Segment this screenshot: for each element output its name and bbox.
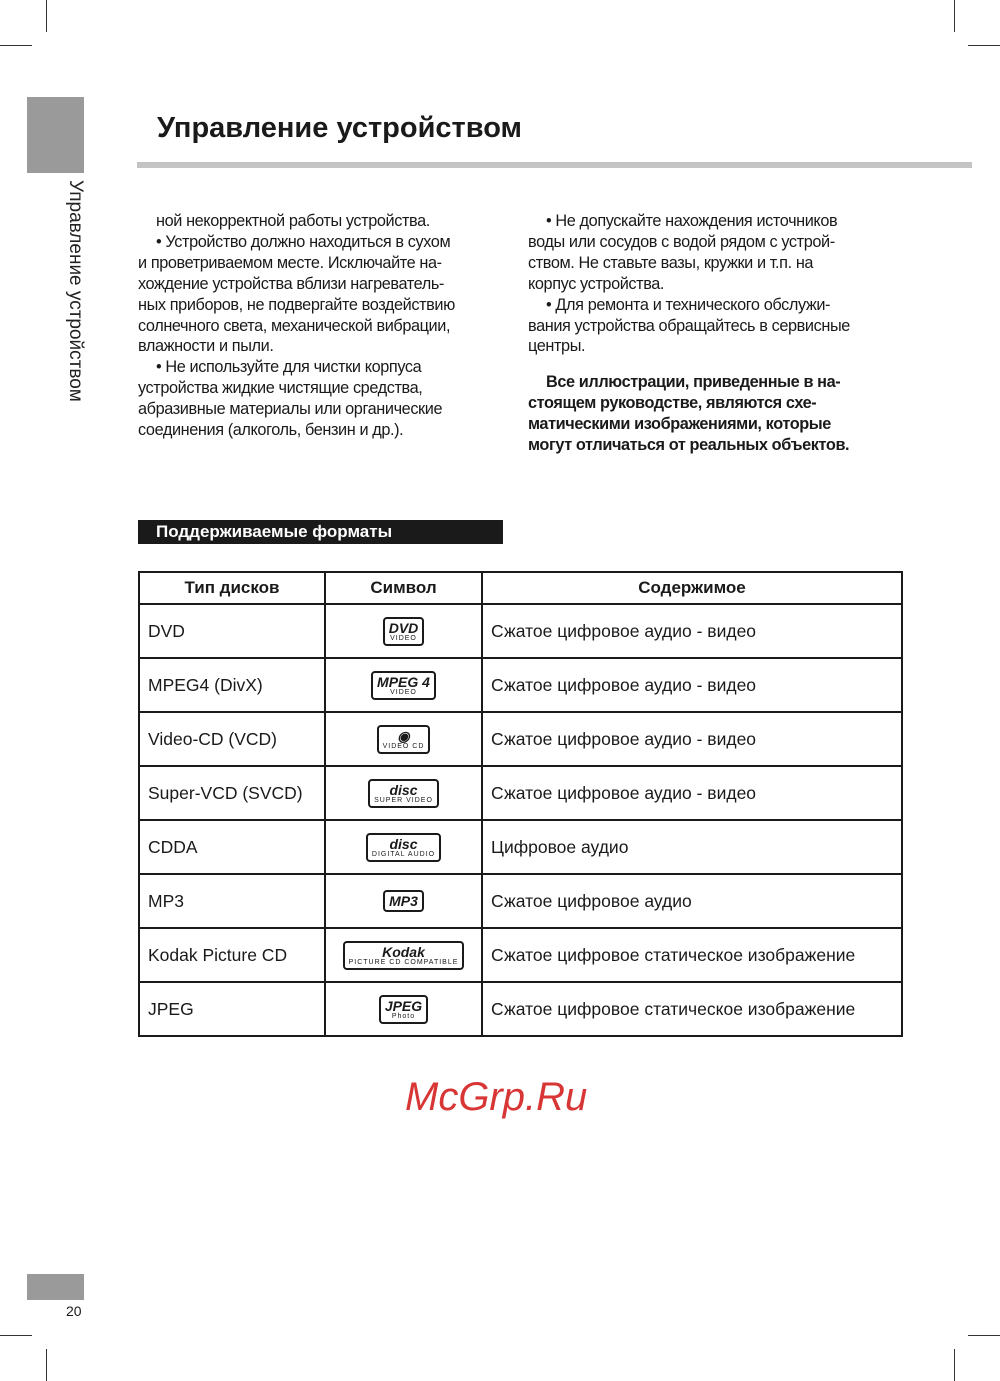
title-rule [137, 162, 972, 168]
logo-text: MP3 [389, 893, 418, 909]
logo-subtext: VIDEO [390, 634, 417, 642]
crop-mark [968, 45, 1000, 46]
logo-text: disc [389, 835, 418, 852]
table-row [139, 658, 902, 712]
header-disc-type: Тип дисков [139, 572, 325, 604]
section-title: Поддерживаемые форматы [138, 520, 503, 544]
symbol-cell [325, 820, 482, 874]
table-row [139, 766, 902, 820]
logo-subtext: SUPER VIDEO [374, 796, 433, 804]
notice-line: стоящем руководстве, являются схе- [528, 393, 817, 412]
text-line: и проветриваемом месте. Исключайте на- [138, 253, 442, 272]
watermark: McGrp.Ru [405, 1075, 588, 1119]
content-type: Сжатое цифровое аудио - видео [482, 658, 902, 712]
notice-line: Все иллюстрации, приведенные в на- [546, 373, 841, 391]
text-line: центры. [528, 337, 586, 356]
disc-type: MPEG4 (DivX) [139, 658, 325, 712]
disc-type: MP3 [139, 874, 325, 928]
logo-subtext: Photo [391, 1012, 416, 1020]
text-line: вания устройства обращайтесь в сервисные [528, 316, 850, 335]
notice-line: могут отличаться от реальных объектов. [528, 435, 850, 454]
chapter-tab [27, 97, 84, 173]
notice-line: матическими изображениями, которые [528, 414, 831, 433]
text-line: устройства жидкие чистящие средства, [138, 379, 423, 398]
format-logo-icon [379, 995, 428, 1024]
format-logo-icon [383, 617, 425, 646]
disc-type: Super-VCD (SVCD) [139, 766, 325, 820]
table-row [139, 712, 902, 766]
symbol-cell [325, 928, 482, 982]
content-type: Сжатое цифровое статическое изображение [482, 928, 902, 982]
format-logo-icon [366, 833, 441, 862]
page-number-tab [27, 1274, 84, 1300]
text-line: корпус устройства. [528, 274, 665, 293]
text-line: солнечного света, механической вибрации, [138, 316, 451, 335]
format-logo-icon [371, 671, 436, 700]
crop-mark [954, 1349, 955, 1381]
side-chapter-title: Управление устройством [65, 180, 86, 402]
content-type: Сжатое цифровое аудио - видео [482, 766, 902, 820]
logo-text: ◉ [397, 727, 410, 744]
table-row [139, 928, 902, 982]
logo-text: JPEG [384, 997, 423, 1014]
table-header-row [139, 572, 902, 604]
disc-type: Kodak Picture CD [139, 928, 325, 982]
text-line: воды или сосудов с водой рядом с устрой- [528, 232, 835, 251]
format-logo-icon [368, 779, 439, 808]
text-line: соединения (алкоголь, бензин и др.). [138, 421, 404, 440]
logo-subtext: DIGITAL AUDIO [371, 850, 436, 858]
text-line: абразивные материалы или органические [138, 400, 443, 419]
disc-type: JPEG [139, 982, 325, 1036]
table-row [139, 604, 902, 658]
disc-type: Video-CD (VCD) [139, 712, 325, 766]
crop-mark [0, 45, 32, 46]
symbol-cell [325, 874, 482, 928]
page-number: 20 [66, 1303, 82, 1319]
logo-text: DVD [388, 619, 419, 636]
content-type: Сжатое цифровое аудио - видео [482, 604, 902, 658]
format-logo-icon [343, 941, 465, 970]
right-column [528, 211, 850, 357]
page-title: Управление устройством [157, 112, 522, 144]
text-line: • Устройство должно находиться в сухом [156, 232, 451, 251]
table-row [139, 982, 902, 1036]
text-line: • Не допускайте нахождения источников [546, 212, 838, 230]
logo-text: disc [389, 781, 418, 798]
crop-mark [46, 1349, 47, 1381]
content-type: Сжатое цифровое аудио [482, 874, 902, 928]
content-type: Сжатое цифровое статическое изображение [482, 982, 902, 1036]
crop-mark [954, 0, 955, 32]
text-line: • Для ремонта и технического обслужи- [546, 295, 831, 314]
formats-table [138, 571, 903, 1037]
symbol-cell [325, 658, 482, 712]
symbol-cell [325, 712, 482, 766]
header-content: Содержимое [482, 572, 902, 604]
text-line: • Не используйте для чистки корпуса [156, 358, 422, 377]
text-line: ных приборов, не подвергайте воздействию [138, 295, 455, 314]
notice [528, 372, 849, 456]
symbol-cell [325, 766, 482, 820]
table-row [139, 874, 902, 928]
table-row [139, 820, 902, 874]
text-line: хождение устройства вблизи нагреватель- [138, 274, 444, 293]
text-line: влажности и пыли. [138, 337, 274, 356]
format-logo-icon [383, 890, 424, 912]
logo-subtext: PICTURE CD COMPATIBLE [348, 958, 459, 966]
disc-type: DVD [139, 604, 325, 658]
text-line: ством. Не ставьте вазы, кружки и т.п. на [528, 253, 814, 272]
logo-subtext: VIDEO [390, 688, 417, 696]
crop-mark [46, 0, 47, 32]
crop-mark [0, 1335, 32, 1336]
crop-mark [968, 1335, 1000, 1336]
content-type: Цифровое аудио [482, 820, 902, 874]
logo-text: MPEG 4 [377, 673, 430, 690]
format-logo-icon [377, 725, 431, 754]
left-column [138, 211, 513, 441]
symbol-cell [325, 982, 482, 1036]
header-symbol: Символ [325, 572, 482, 604]
content-type: Сжатое цифровое аудио - видео [482, 712, 902, 766]
disc-type: CDDA [139, 820, 325, 874]
symbol-cell [325, 604, 482, 658]
logo-text: Kodak [382, 943, 425, 960]
logo-subtext: VIDEO CD [382, 742, 425, 750]
text-line: ной некорректной работы устройства. [156, 212, 430, 230]
